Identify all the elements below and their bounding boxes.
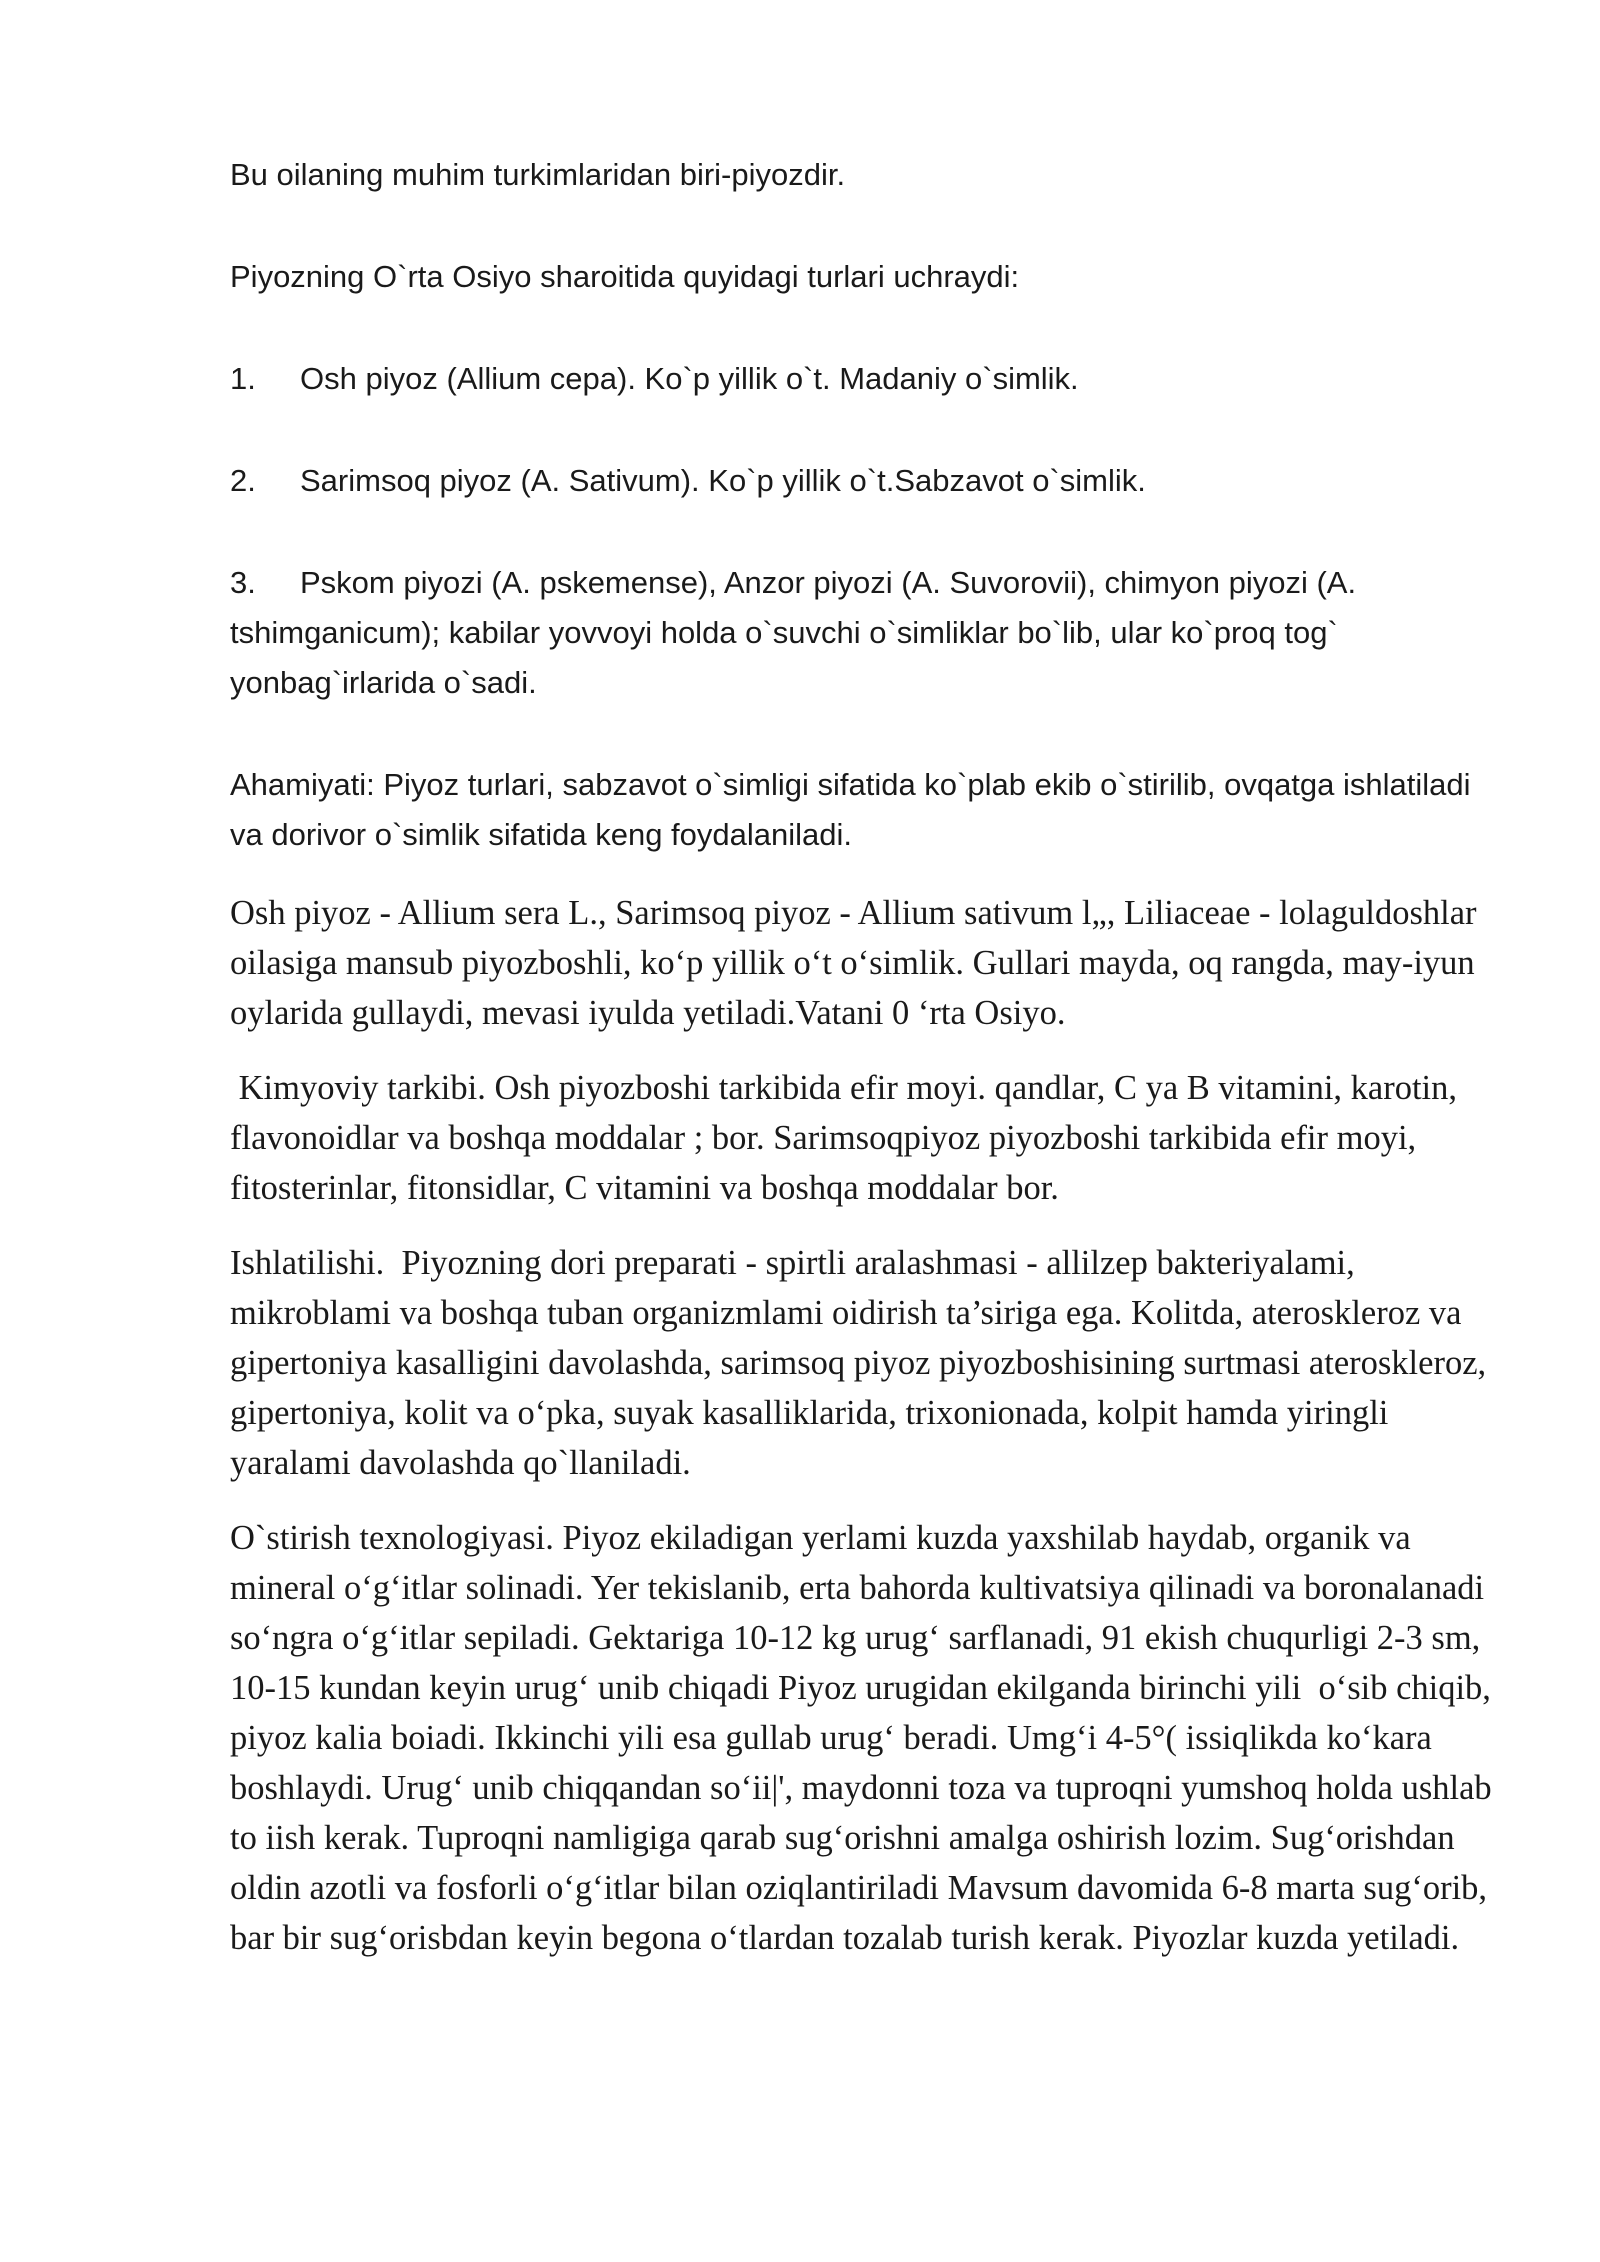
list-item: [230, 456, 1500, 506]
types-heading: Piyozning O`rta Osiyo sharoitida quyidagi turlari uchraydi:: [230, 259, 1020, 294]
description-paragraph: Osh piyoz - Allium sera L., Sarimsoq piyoz - Allium sativum l„, Liliaceae - lolaguldoshlar oilasiga mansub piyozboshli, ko‘p yillik o‘t o‘simlik. Gullari mayda, oq rangda, may-iyun oylarida gullaydi, mevasi iyulda yetiladi.Vatani 0 ‘rta Osiyo.: [230, 894, 1477, 1032]
list-number: 2.: [230, 463, 256, 498]
chemical-composition-paragraph: Kimyoviy tarkibi. Osh piyozboshi tarkibida efir moyi. qandlar, C ya B vitamini, karotin, flavonoidlar va boshqa moddalar ; bor. Sarimsoqpiyoz piyozboshi tarkibida efir moyi, fitosterinlar, fitonsidlar, C vitamini va boshqa moddalar bor.: [230, 1069, 1466, 1207]
importance-paragraph: Ahamiyati: Piyoz turlari, sabzavot o`simligi sifatida ko`plab ekib o`stirilib, ovqatga ishlatiladi va dorivor o`simlik sifatida keng foydalaniladi.: [230, 767, 1471, 852]
list-item: [230, 558, 1500, 708]
list-text: Osh piyoz (Allium cepa). Ko`p yillik o`t. Madaniy o`simlik.: [300, 361, 1079, 396]
usage-paragraph: Ishlatilishi. Piyozning dori preparati - spirtli aralashmasi - allilzep bakteriyalami, mikroblami va boshqa tuban organizmlami oidirish ta’siriga ega. Kolitda, ateroskleroz va gipertoniya kasalligini davolashda, sarimsoq piyoz piyozboshisining surtmasi ateroskleroz, gipertoniya, kolit va o‘pka, suyak kasalliklarida, trixonionada, kolpit hamda yiringli yaralami davolashda qo`llaniladi.: [230, 1244, 1495, 1482]
list-number: 1.: [230, 361, 256, 396]
cultivation-paragraph: O`stirish texnologiyasi. Piyoz ekiladigan yerlami kuzda yaxshilab haydab, organik va mineral o‘g‘itlar solinadi. Yer tekislanib, erta bahorda kultivatsiya qilinadi va boronalanadi so‘ngra o‘g‘itlar sepiladi. Gektariga 10-12 kg urug‘ sarflanadi, 91 ekish chuqurligi 2-3 sm, 10-15 kundan keyin urug‘ unib chiqadi Piyoz urugidan ekilganda birinchi yili o‘sib chiqib, piyoz kalia boiadi. Ikkinchi yili esa gullab urug‘ beradi. Umg‘i 4-5°( issiqlikda ko‘kara boshlaydi. Urug‘ unib chiqqandan so‘ii|', maydonni toza va tuproqni yumshoq holda ushlab to iish kerak. Tuproqni namligiga qarab sug‘orishni amalga oshirish lozim. Sug‘orishdan oldin azotli va fosforli o‘g‘itlar bilan oziqlantiriladi Mavsum davomida 6-8 marta sug‘orib, bar bir sug‘orisbdan keyin begona o‘tlardan tozalab turish kerak. Piyozlar kuzda yetiladi.: [230, 1519, 1501, 1957]
list-text: Sarimsoq piyoz (A. Sativum). Ko`p yillik o`t.Sabzavot o`simlik.: [300, 463, 1146, 498]
list-number: 3.: [230, 565, 256, 600]
list-text: Pskom piyozi (A. pskemense), Anzor piyozi (A. Suvorovii), chimyon piyozi (A. tshimganicum); kabilar yovvoyi holda o`suvchi o`simliklar bo`lib, ular ko`proq tog` yonbag`irlarida o`sadi.: [230, 565, 1357, 700]
document-page: [230, 150, 1500, 1963]
intro-line: Bu oilaning muhim turkimlaridan biri-piyozdir.: [230, 157, 846, 192]
list-item: [230, 354, 1500, 404]
